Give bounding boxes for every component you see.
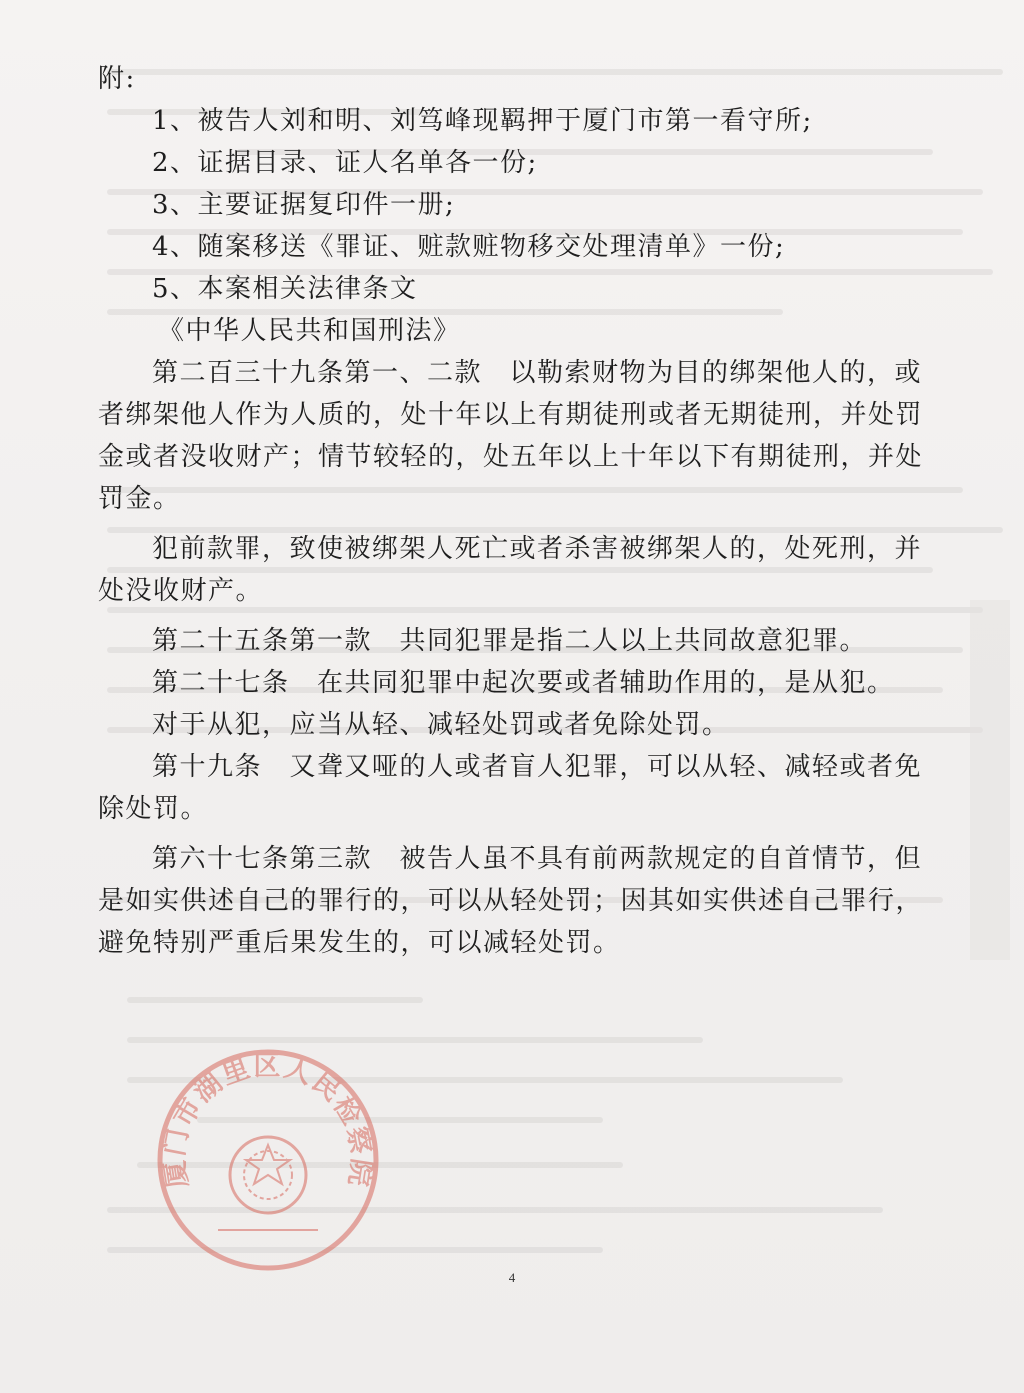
- svg-text:厦门市湖里区人民检察院: [158, 1051, 378, 1190]
- article-line: 是如实供述自己的罪行的，可以从轻处罚；因其如实供述自己罪行，: [98, 886, 924, 916]
- article-paragraph: [98, 620, 910, 662]
- attachment-list: [98, 100, 910, 310]
- article-line: 犯前款罪，致使被绑架人死亡或者杀害被绑架人的，处死刑，并: [152, 534, 923, 564]
- article-line: 第十九条 又聋又哑的人或者盲人犯罪，可以从轻、减轻或者免: [152, 752, 923, 782]
- article-line: 第六十七条第三款 被告人虽不具有前两款规定的自首情节，但: [152, 844, 923, 874]
- attachment-heading: 附:: [98, 64, 136, 94]
- article-line: 处没收财产。: [98, 576, 264, 606]
- document-body: [98, 58, 924, 964]
- attachment-item: 5、本案相关法律条文: [152, 274, 418, 304]
- attachment-item: 1、被告人刘和明、刘笃峰现羁押于厦门市第一看守所;: [152, 106, 813, 136]
- article-line: 对于从犯，应当从轻、减轻处罚或者免除处罚。: [152, 710, 730, 740]
- attachment-item: 3、主要证据复印件一册;: [152, 190, 456, 220]
- article-line: 金或者没收财产；情节较轻的，处五年以上十年以下有期徒刑，并处: [98, 442, 924, 472]
- article-line: 避免特别严重后果发生的，可以减轻处罚。: [98, 928, 621, 958]
- article-paragraph: [98, 662, 910, 704]
- article-line: 第二十七条 在共同犯罪中起次要或者辅助作用的，是从犯。: [152, 668, 895, 698]
- article-line: 者绑架他人作为人质的，处十年以上有期徒刑或者无期徒刑，并处罚: [98, 400, 924, 430]
- article-paragraph: [98, 704, 910, 746]
- article-paragraph: [98, 352, 924, 520]
- seal-text: 厦门市湖里区人民检察院: [159, 1050, 377, 1190]
- article-paragraph: [98, 838, 924, 964]
- attachment-item: 4、随案移送《罪证、赃款赃物移交处理清单》一份;: [152, 232, 786, 262]
- official-seal-icon: [148, 1040, 388, 1280]
- article-line: 罚金。: [98, 484, 181, 514]
- page-number: 4: [508, 1270, 516, 1285]
- article-line: 第二百三十九条第一、二款 以勒索财物为目的绑架他人的，或: [152, 358, 923, 388]
- law-title: 《中华人民共和国刑法》: [158, 316, 461, 346]
- article-line: 第二十五条第一款 共同犯罪是指二人以上共同故意犯罪。: [152, 626, 868, 656]
- attachment-item: 2、证据目录、证人名单各一份;: [152, 148, 538, 178]
- article-paragraph: [98, 746, 923, 830]
- article-line: 除处罚。: [98, 794, 209, 824]
- article-paragraph: [98, 528, 923, 612]
